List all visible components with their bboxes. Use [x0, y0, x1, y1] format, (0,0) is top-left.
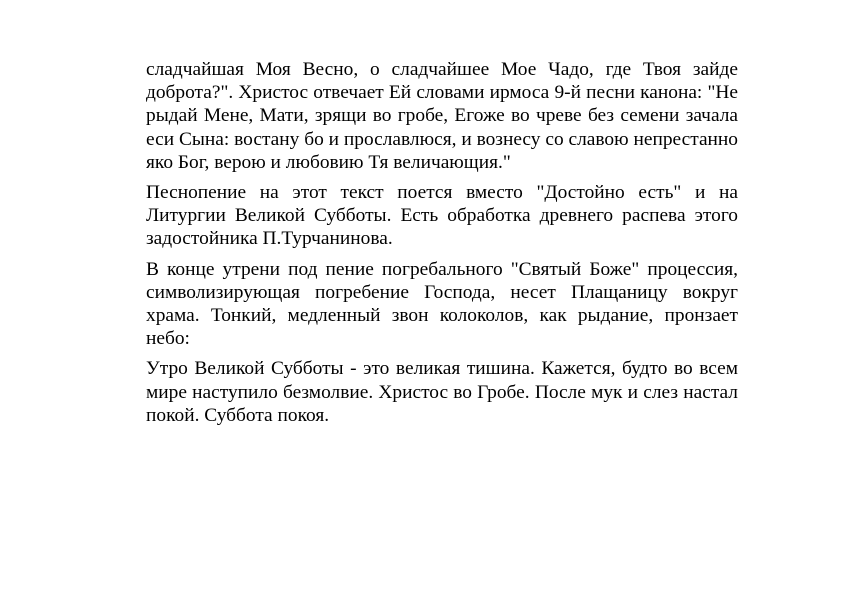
document-body	[146, 58, 738, 434]
paragraph-3: В конце утрени под пение погребального "Святый Боже" процессия, символизирующая погребение Господа, несет Плащаницу вокруг храма. Тонкий, медленный звон колоколов, как рыдание, пронзает небо:	[146, 258, 738, 350]
paragraph-4: Утро Великой Субботы - это великая тишина. Кажется, будто во всем мире наступило безмолвие. Христос во Гробе. После мук и слез настал покой. Суббота покоя.	[146, 358, 738, 426]
paragraph-2: Песнопение на этот текст поется вместо "Достойно есть" и на Литургии Великой Субботы. Есть обработка древнего распева этого задостойника П.Турчанинова.	[146, 182, 738, 250]
paragraph-1: сладчайшая Моя Весно, о сладчайшее Мое Чадо, где Твоя зайде доброта?". Христос отвечает Ей словами ирмоса 9-й песни канона: "Не рыдай Мене, Мати, зрящи во гробе, Егоже во чреве без семени зачала еси Сына: востану бо и прославлюся, и вознесу со славою непрестанно яко Бог, верою и любовию Тя величающия."	[146, 59, 738, 173]
